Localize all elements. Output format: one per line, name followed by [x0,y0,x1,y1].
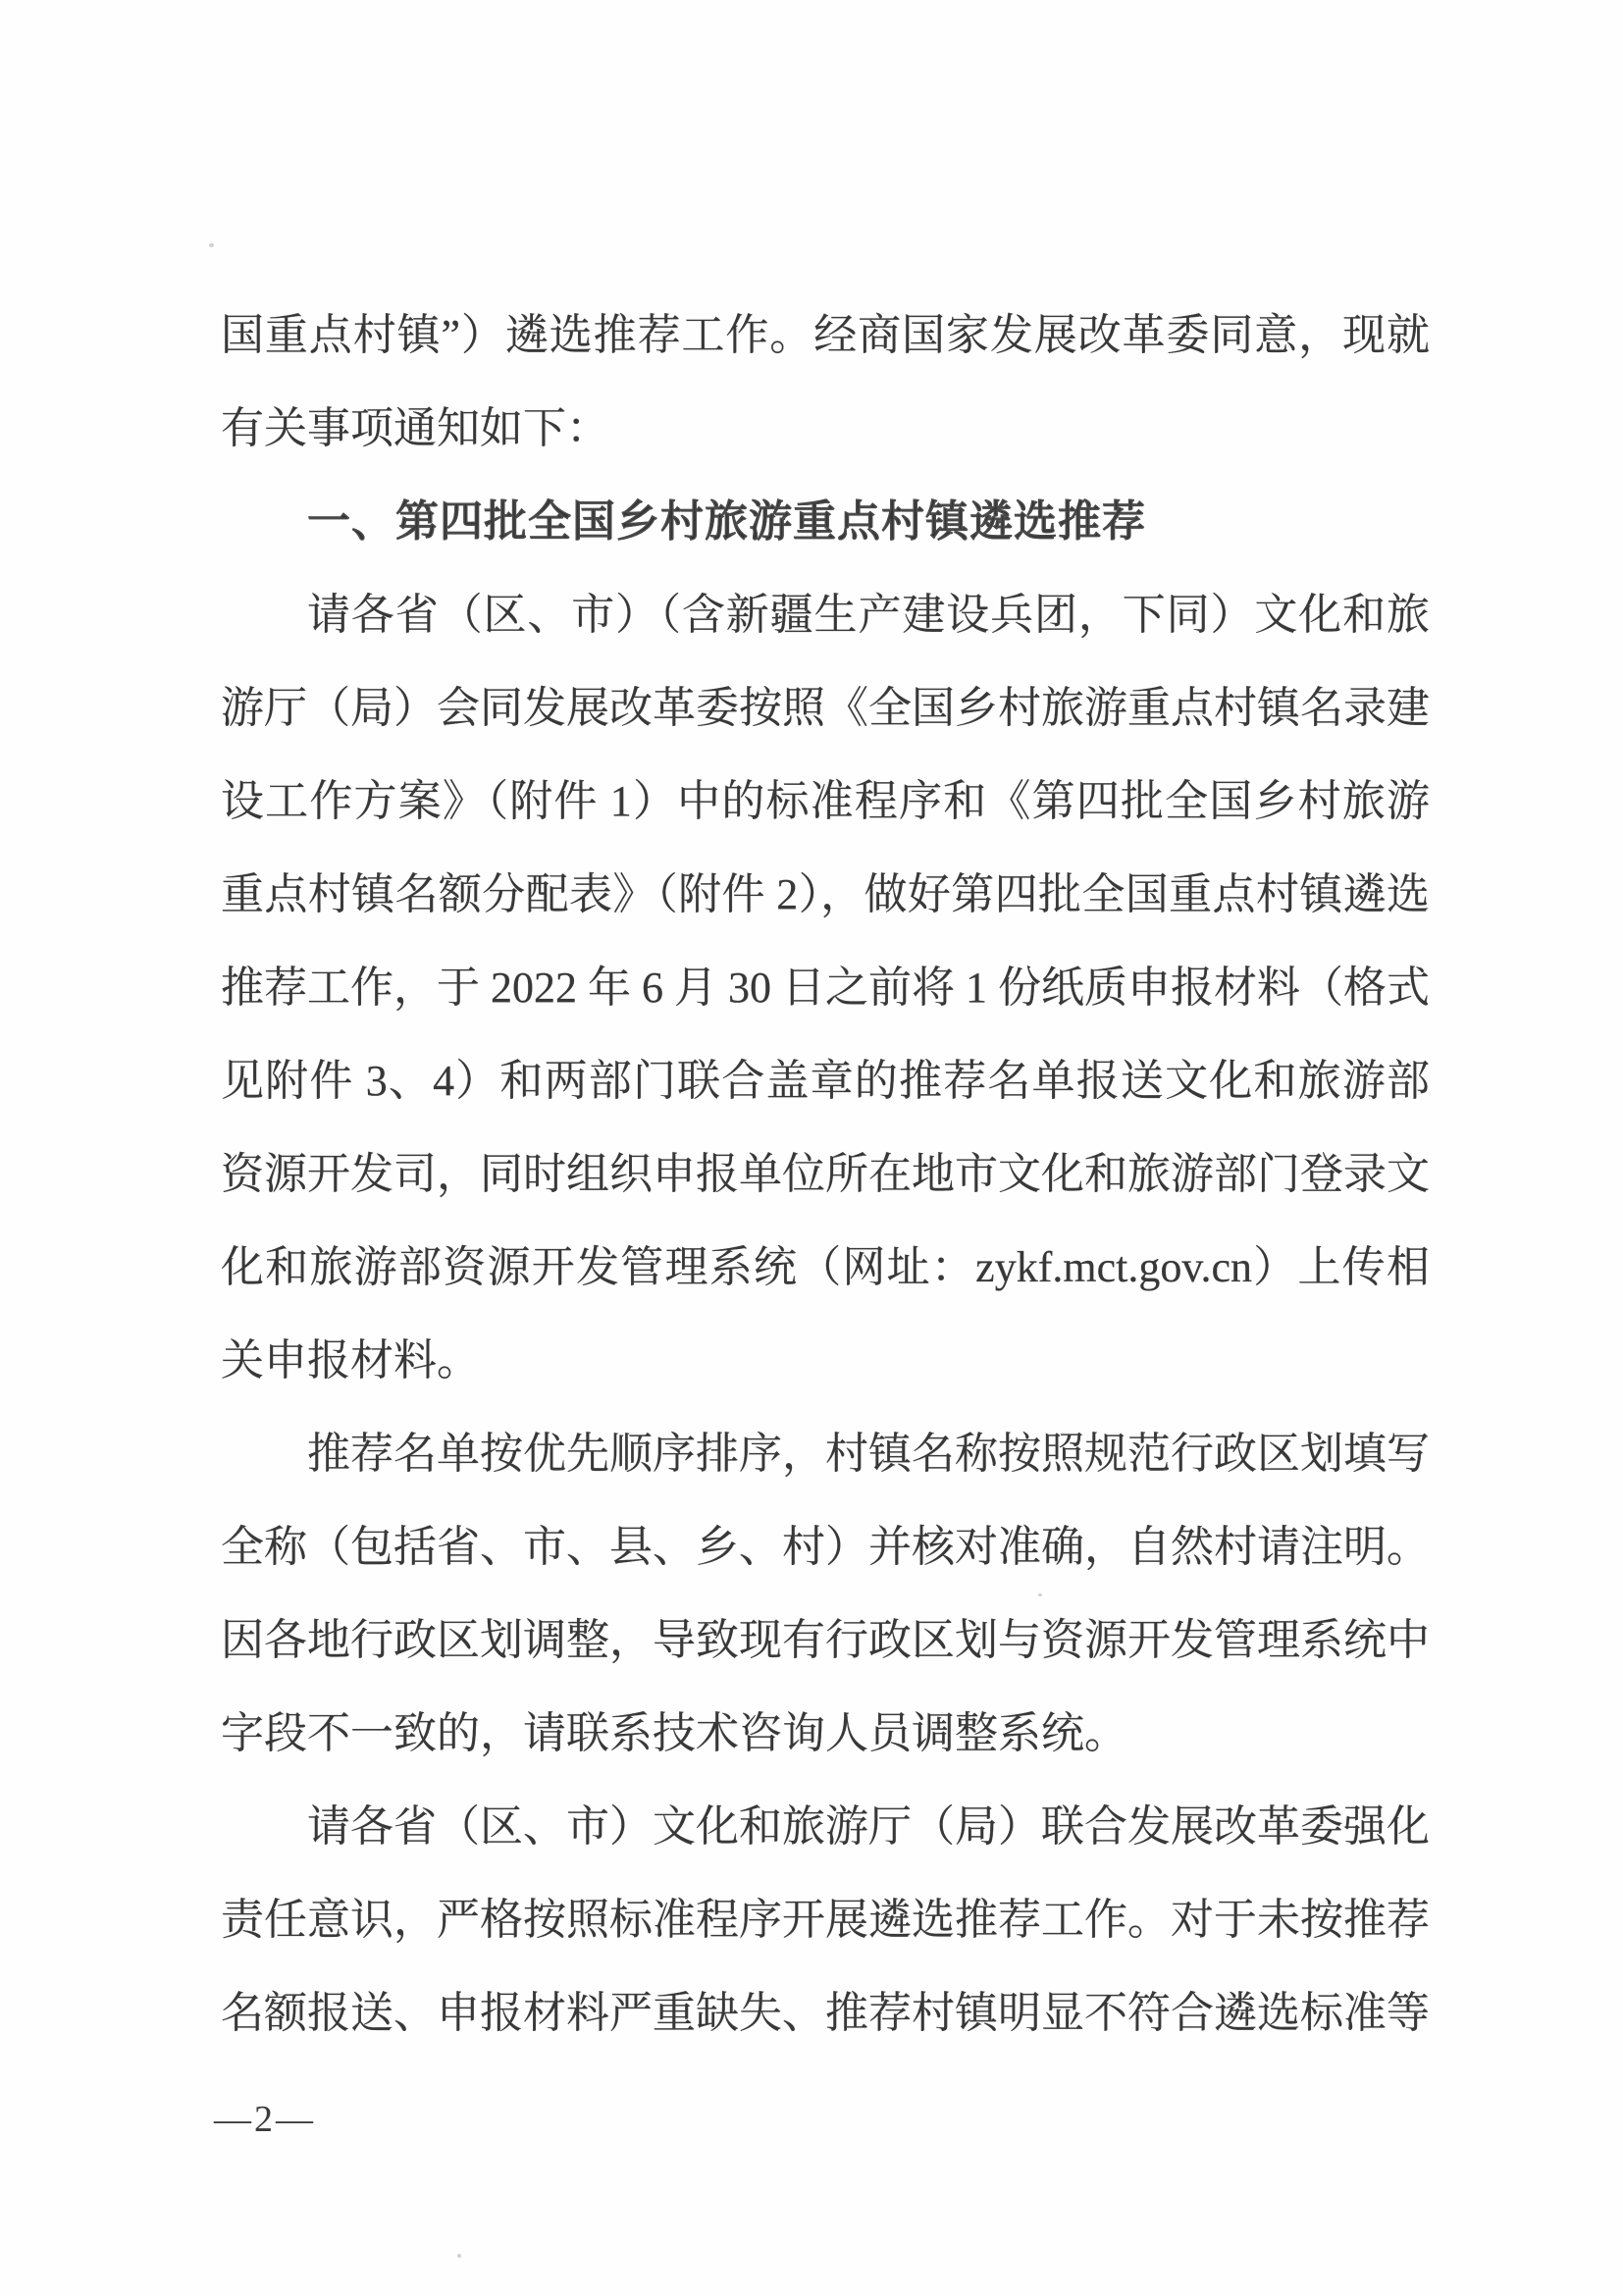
scan-speck [209,243,214,247]
paragraph-continuation: 国重点村镇”）遴选推荐工作。经商国家发展改革委同意，现就有关事项通知如下： [221,311,1430,452]
section-heading: 一、第四批全国乡村旅游重点村镇遴选推荐 [307,497,1146,546]
scan-speck [457,2254,461,2258]
paragraph-selection-procedure: 请各省（区、市）（含新疆生产建设兵团，下同）文化和旅游厅（局）会同发展改革委按照《全国乡村旅游重点村镇名录建设工作方案》（附件 1）中的标准程序和《第四批全国乡村旅游重点村镇名额分配表》（附件 2），做好第四批全国重点村镇遴选推荐工作，于 2022 年 6 月 30 日之前将 1 份纸质申报材料（格式见附件 3、4）和两部门联合盖章的推荐名单报送文化和旅游部资源开发司，同时组织申报单位所在地市文化和旅游部门登录文化和旅游部资源开发管理系统（网址：zykf.mct.gov.cn）上传相关申报材料。 [221,591,1430,1384]
scan-speck [1038,1593,1042,1596]
paragraph-name-list-rules: 推荐名单按优先顺序排序，村镇名称按照规范行政区划填写全称（包括省、市、县、乡、村）并核对准确，自然村请注明。因各地行政区划调整，导致现有行政区划与资源开发管理系统中字段不一致的，请联系技术咨询人员调整系统。 [221,1430,1430,1757]
page-number: —2— [214,2099,316,2140]
document-body [221,288,1430,2060]
paragraph-responsibility: 请各省（区、市）文化和旅游厅（局）联合发展改革委强化责任意识，严格按照标准程序开展遴选推荐工作。对于未按推荐名额报送、申报材料严重缺失、推荐村镇明显不符合遴选标准等 [221,1802,1430,2037]
